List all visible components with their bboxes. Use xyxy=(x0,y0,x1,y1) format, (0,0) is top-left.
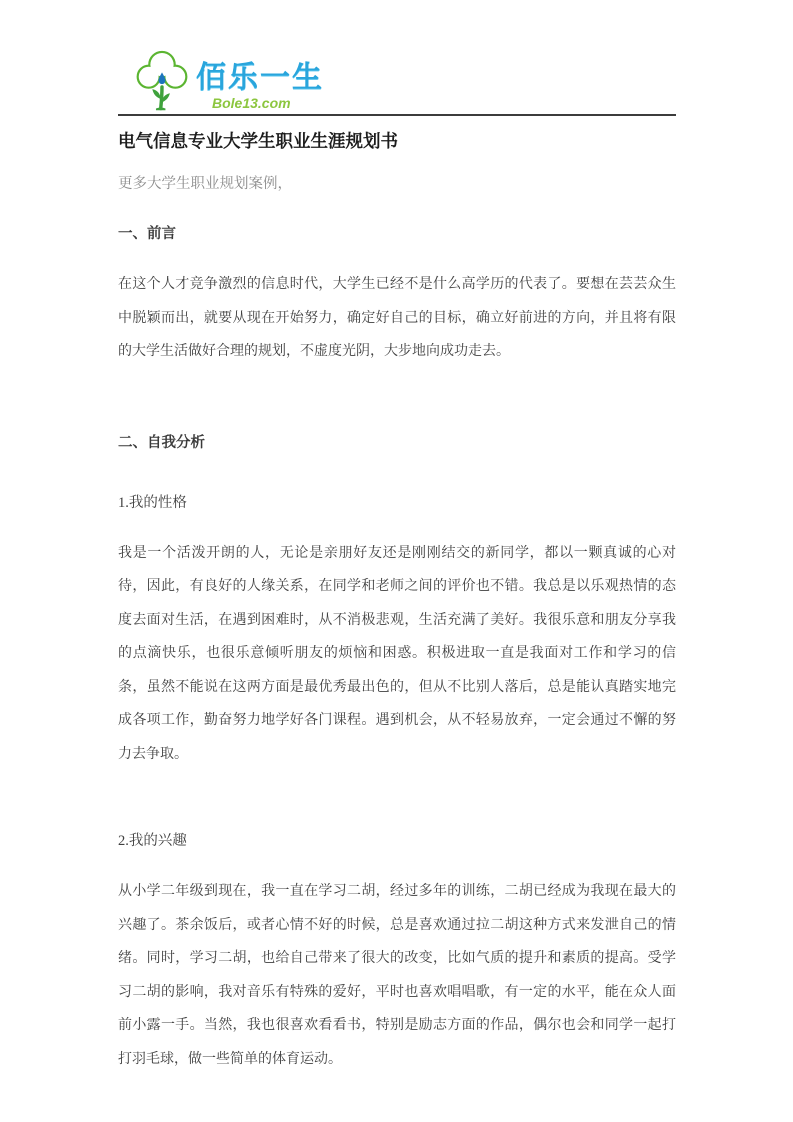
tree-icon xyxy=(136,50,188,112)
subsection-label-character: 1.我的性格 xyxy=(118,494,187,511)
paragraph-character: 我是一个活泼开朗的人，无论是亲朋好友还是刚刚结交的新同学，都以一颗真诚的心对待，因此，有良好的人缘关系，在同学和老师之间的评价也不错。我总是以乐观热情的态度去面对生活，在遇到困难时，从不消极悲观，生活充满了美好。我很乐意和朋友分享我的点滴快乐，也很乐意倾听朋友的烦恼和困惑。积极进取一直是我面对工作和学习的信条，虽然不能说在这两方面是最优秀最出色的，但从不比别人落后，总是能认真踏实地完成各项工作，勤奋努力地学好各门课程。遇到机会，从不轻易放弃，一定会通过不懈的努力去争取。 xyxy=(118,545,676,762)
page-title: 电气信息专业大学生职业生涯规划书 xyxy=(118,131,398,151)
paragraph-preface: 在这个人才竞争激烈的信息时代，大学生已经不是什么高学历的代表了。要想在芸芸众生中脱颖而出，就要从现在开始努力，确定好自己的目标，确立好前进的方向，并且将有限的大学生活做好合理的规划，不虚度光阴，大步地向成功走去。 xyxy=(118,277,676,359)
logo-text xyxy=(196,63,324,112)
brand-name: 佰乐一生 xyxy=(196,61,324,94)
section-heading-preface: 一、前言 xyxy=(118,226,176,242)
page-content xyxy=(118,0,676,1076)
doc-subtitle: 更多大学生职业规划案例， xyxy=(118,176,292,192)
paragraph-interest: 从小学二年级到现在，我一直在学习二胡，经过多年的训练，二胡已经成为我现在最大的兴趣了。茶余饭后，或者心情不好的时候，总是喜欢通过拉二胡这种方式来发泄自己的情绪。同时，学习二胡，也给自己带来了很大的改变，比如气质的提升和素质的提高。受学习二胡的影响，我对音乐有特殊的爱好，平时也喜欢唱唱歌，有一定的水平，能在众人面前小露一手。当然，我也很喜欢看看书，特别是励志方面的作品，偶尔也会和同学一起打打羽毛球，做一些简单的体育运动。 xyxy=(118,884,676,1067)
header-divider xyxy=(118,114,676,116)
brand-domain: Bole13.com xyxy=(212,95,291,111)
subsection-label-interest: 2.我的兴趣 xyxy=(118,833,187,849)
section-heading-self-analysis: 二、自我分析 xyxy=(118,434,205,451)
bole-logo xyxy=(118,0,676,112)
